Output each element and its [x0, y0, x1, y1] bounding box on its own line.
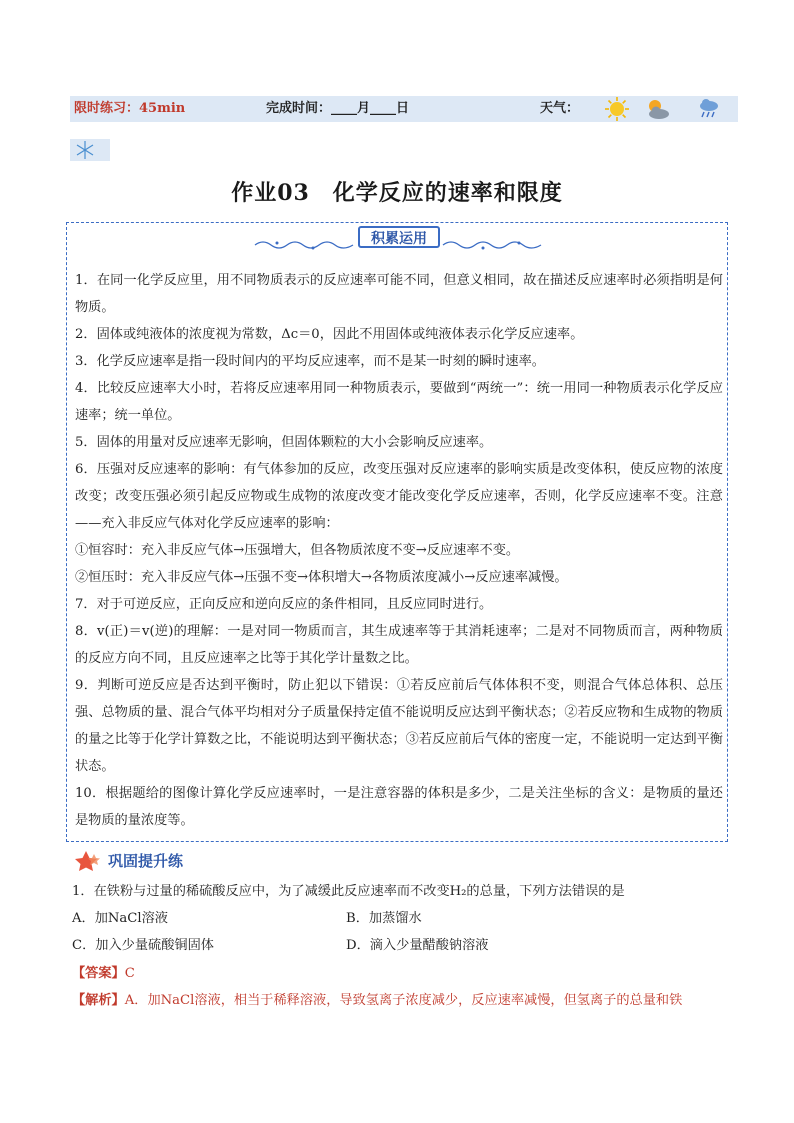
option-c: C．加入少量硫酸铜固体: [72, 938, 214, 953]
list-item: 2．固体或纯液体的浓度视为常数，Δc＝0，因此不用固体或纯液体表示化学反应速率。: [75, 327, 584, 342]
answer-line: [72, 962, 135, 986]
list-item: 6．压强对反应速率的影响：有气体参加的反应，改变压强对反应速率的影响实质是改变体积，使反应物的浓度改变；改变压强必须引起反应物或生成物的浓度改变才能改变化学反应速率，否则，化学反应速率不变。注意——充入非反应气体对化学反应速率的影响：: [75, 462, 723, 531]
section-title: 巩固提升练: [108, 852, 184, 870]
analysis-text: A．加NaCl溶液，相当于稀释溶液，导致氢离子浓度减少，反应速率减慢，但氢离子的总量和铁: [124, 993, 683, 1008]
sun-cloud-icon: [644, 96, 670, 122]
time-limit: 限时练习：45min: [74, 101, 186, 116]
list-item: 9．判断可逆反应是否达到平衡时，防止犯以下错误：①若反应前后气体体积不变，则混合气体总体积、总压强、总物质的量、混合气体平均相对分子质量保持定值不能说明反应达到平衡状态；②若反应物和生成物的物质的量之比等于化学计算数之比，不能说明达到平衡状态；③若反应前后气体的密度一定，不能说明一定达到平衡状态。: [75, 678, 723, 774]
answer-value: C: [124, 966, 135, 981]
answer-tag: 【答案】: [72, 966, 125, 981]
list-item: 8．v(正)＝v(逆)的理解：一是对同一物质而言，其生成速率等于其消耗速率；二是对不同物质而言，两种物质的反应方向不同，且反应速率之比等于其化学计量数之比。: [75, 624, 723, 666]
rain-cloud-icon: [696, 96, 722, 122]
snowflake-icon: [72, 139, 98, 161]
list-item: ②恒压时：充入非反应气体→压强不变→体积增大→各物质浓度减小→反应速率减慢。: [75, 570, 568, 585]
question-stem: 1．在铁粉与过量的稀硫酸反应中，为了减缓此反应速率而不改变H₂的总量，下列方法错误的是: [72, 884, 625, 899]
key-points-box: [66, 222, 728, 842]
option-d: D．滴入少量醋酸钠溶液: [346, 938, 489, 953]
option-a: A．加NaCl溶液: [72, 911, 168, 926]
section-banner-label: 积累运用: [358, 226, 440, 248]
key-points-list: [75, 267, 723, 834]
snow-badge: [70, 139, 110, 161]
list-item: ①恒容时：充入非反应气体→压强增大，但各物质浓度不变→反应速率不变。: [75, 543, 520, 558]
page-title: 作业03 化学反应的速率和限度: [231, 180, 563, 206]
list-item: 7．对于可逆反应，正向反应和逆向反应的条件相同，且反应同时进行。: [75, 597, 493, 612]
option-b: B．加蒸馏水: [346, 911, 422, 926]
list-item: 5．固体的用量对反应速率无影响，但固体颗粒的大小会影响反应速率。: [75, 435, 493, 450]
list-item: 10．根据题给的图像计算化学反应速率时，一是注意容器的体积是多少，二是关注坐标的含义：是物质的量还是物质的量浓度等。: [75, 786, 723, 828]
star-icon: [72, 850, 102, 872]
analysis-tag: 【解析】: [72, 993, 125, 1008]
completion-time: 完成时间：____月____日: [266, 101, 410, 116]
list-item: 4．比较反应速率大小时，若将反应速率用同一种物质表示，要做到“两统一”：统一用同一种物质表示化学反应速率；统一单位。: [75, 381, 723, 423]
list-item: 1．在同一化学反应里，用不同物质表示的反应速率可能不同，但意义相同，故在描述反应速率时必须指明是何物质。: [75, 273, 723, 315]
header-bar: [70, 96, 738, 122]
list-item: 3．化学反应速率是指一段时间内的平均反应速率，而不是某一时刻的瞬时速率。: [75, 354, 545, 369]
analysis-line: [72, 989, 722, 1013]
weather-label: 天气：: [540, 101, 580, 116]
sun-icon: [604, 96, 630, 122]
